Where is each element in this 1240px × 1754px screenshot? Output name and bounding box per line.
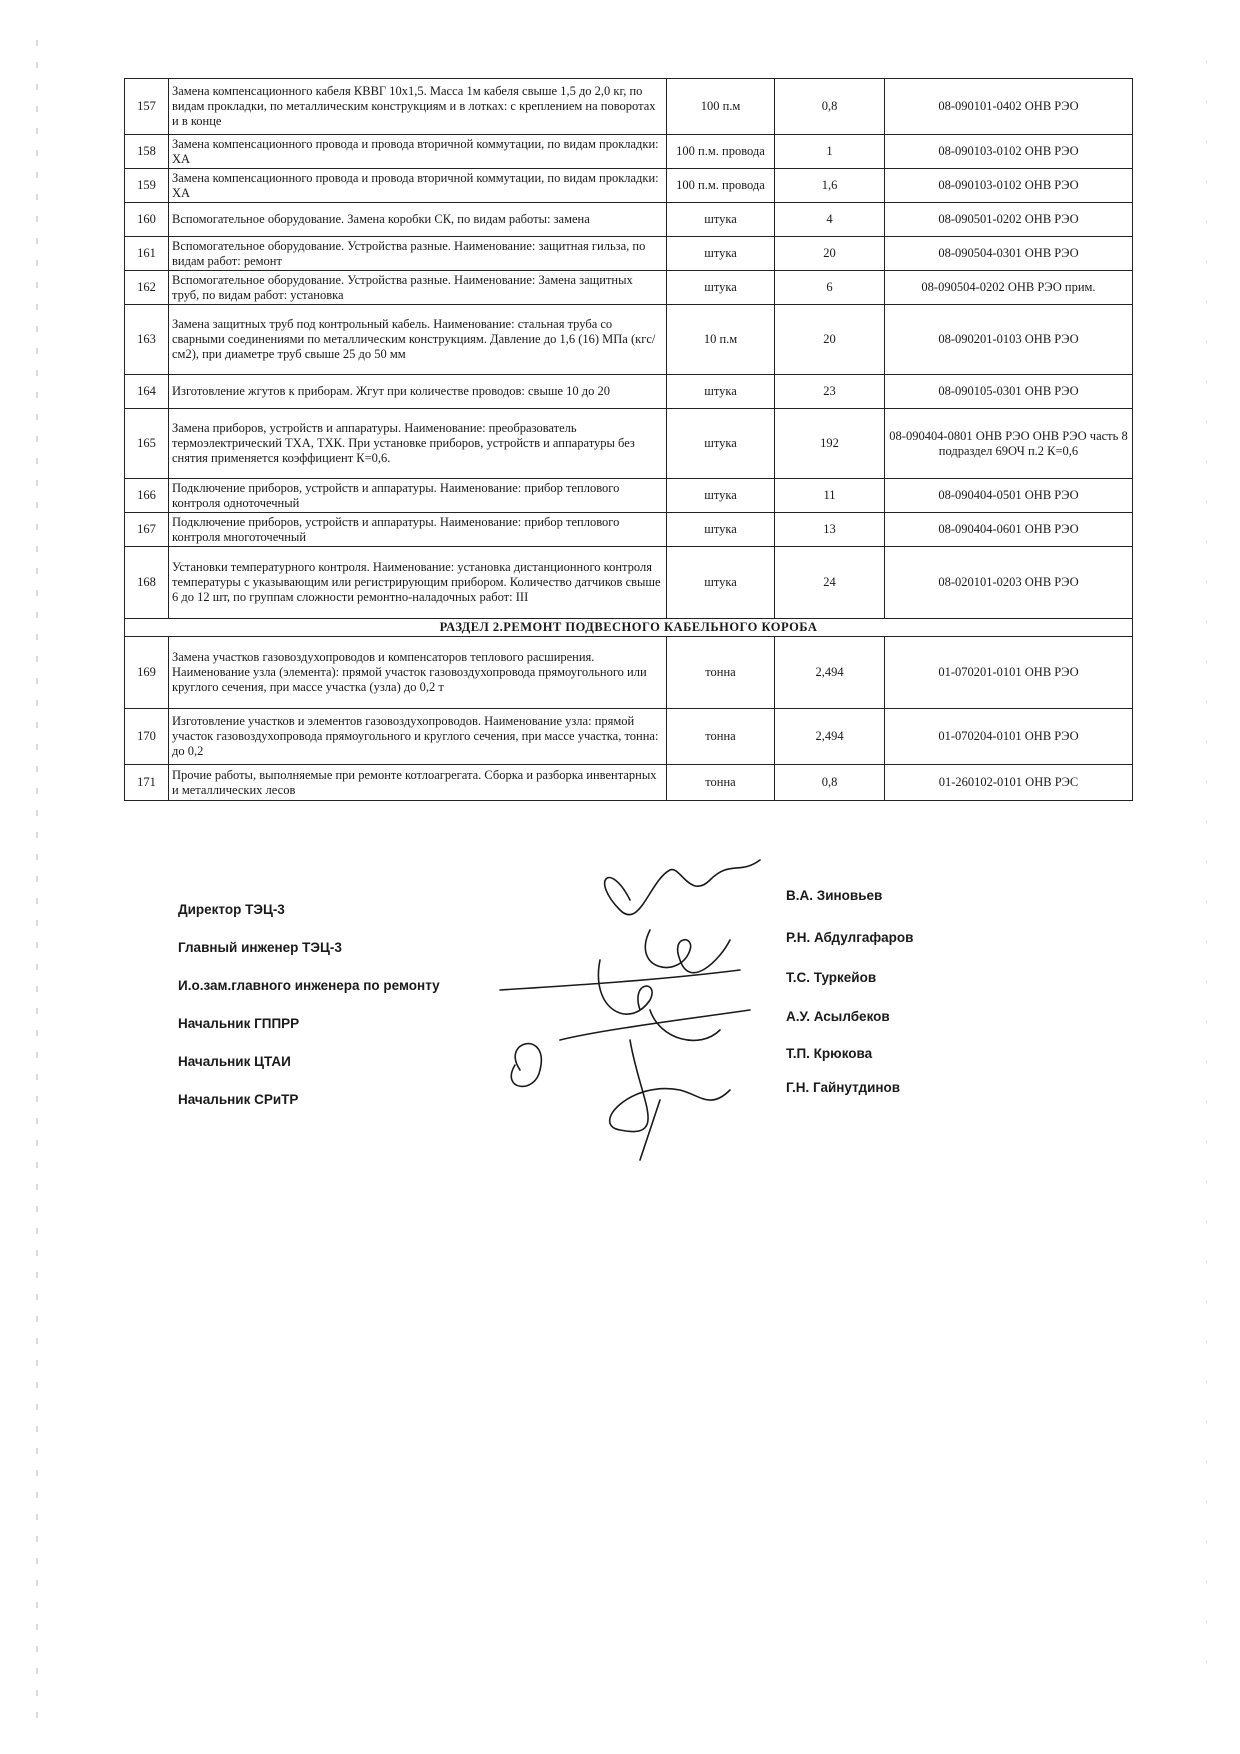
row-norm-code: 08-020101-0203 ОНВ РЭО — [885, 547, 1133, 619]
row-number: 166 — [125, 479, 169, 513]
row-unit: штука — [667, 203, 775, 237]
signature-row — [178, 1080, 978, 1112]
row-unit: штука — [667, 479, 775, 513]
row-quantity: 20 — [775, 237, 885, 271]
row-description: Замена компенсационного провода и провода вторичной коммутации, по видам прокладки: ХА — [169, 169, 667, 203]
row-unit: штука — [667, 375, 775, 409]
row-unit: 100 п.м. провода — [667, 135, 775, 169]
row-unit: 10 п.м — [667, 305, 775, 375]
row-number: 157 — [125, 79, 169, 135]
scan-edge-right — [1206, 60, 1207, 1700]
signatory-title: Начальник СРиТР — [178, 1092, 299, 1107]
row-unit: тонна — [667, 637, 775, 709]
table-row — [125, 479, 1133, 513]
signature-row — [178, 930, 978, 960]
row-unit: штука — [667, 513, 775, 547]
row-description: Замена компенсационного кабеля КВВГ 10х1,5. Масса 1м кабеля свыше 1,5 до 2,0 кг, по видам прокладки, по металлическим конструкциям и в лотках: с креплением на поворотах и в конце — [169, 79, 667, 135]
signatory-title: Начальник ГППРР — [178, 1016, 300, 1031]
works-table-body — [125, 79, 1133, 801]
row-number: 163 — [125, 305, 169, 375]
row-norm-code: 08-090504-0301 ОНВ РЭО — [885, 237, 1133, 271]
row-quantity: 4 — [775, 203, 885, 237]
row-norm-code: 08-090404-0501 ОНВ РЭО — [885, 479, 1133, 513]
section-title: РАЗДЕЛ 2.РЕМОНТ ПОДВЕСНОГО КАБЕЛЬНОГО КОРОБА — [125, 619, 1133, 637]
signatory-name: Т.С. Туркейов — [786, 970, 877, 985]
row-description: Установки температурного контроля. Наименование: установка дистанционного контроля температуры с указывающим или регистрирующим прибором. Количество датчиков свыше 6 до 12 шт, по группам сложности ремонтно-наладочных работ: III — [169, 547, 667, 619]
row-quantity: 24 — [775, 547, 885, 619]
row-quantity: 1 — [775, 135, 885, 169]
row-description: Замена компенсационного провода и провода вторичной коммутации, по видам прокладки: ХА — [169, 135, 667, 169]
row-norm-code: 08-090201-0103 ОНВ РЭО — [885, 305, 1133, 375]
row-number: 170 — [125, 709, 169, 765]
row-norm-code: 08-090404-0601 ОНВ РЭО — [885, 513, 1133, 547]
table-row — [125, 375, 1133, 409]
row-number: 162 — [125, 271, 169, 305]
row-unit: штука — [667, 409, 775, 479]
row-number: 158 — [125, 135, 169, 169]
row-quantity: 11 — [775, 479, 885, 513]
row-norm-code: 08-090103-0102 ОНВ РЭО — [885, 169, 1133, 203]
row-norm-code: 01-260102-0101 ОНВ РЭС — [885, 765, 1133, 801]
row-unit: 100 п.м — [667, 79, 775, 135]
row-quantity: 2,494 — [775, 709, 885, 765]
row-number: 160 — [125, 203, 169, 237]
signatory-title: Начальник ЦТАИ — [178, 1054, 291, 1069]
table-row — [125, 135, 1133, 169]
signatory-name: Г.Н. Гайнутдинов — [786, 1080, 901, 1095]
row-description: Изготовление жгутов к приборам. Жгут при количестве проводов: свыше 10 до 20 — [169, 375, 667, 409]
row-number: 167 — [125, 513, 169, 547]
row-unit: штука — [667, 271, 775, 305]
row-quantity: 1,6 — [775, 169, 885, 203]
signatory-title: Директор ТЭЦ-3 — [178, 902, 285, 917]
table-row — [125, 203, 1133, 237]
table-row — [125, 709, 1133, 765]
table-row — [125, 409, 1133, 479]
row-description: Подключение приборов, устройств и аппаратуры. Наименование: прибор теплового контроля одноточечный — [169, 479, 667, 513]
row-unit: 100 п.м. провода — [667, 169, 775, 203]
row-norm-code: 08-090501-0202 ОНВ РЭО — [885, 203, 1133, 237]
row-quantity: 23 — [775, 375, 885, 409]
row-norm-code: 01-070204-0101 ОНВ РЭО — [885, 709, 1133, 765]
row-quantity: 192 — [775, 409, 885, 479]
table-row — [125, 169, 1133, 203]
row-quantity: 0,8 — [775, 765, 885, 801]
signature-row — [178, 888, 978, 922]
row-description: Прочие работы, выполняемые при ремонте котлоагрегата. Сборка и разборка инвентарных и металлических лесов — [169, 765, 667, 801]
row-number: 169 — [125, 637, 169, 709]
row-unit: тонна — [667, 709, 775, 765]
row-quantity: 13 — [775, 513, 885, 547]
signature-row — [178, 970, 978, 998]
table-row — [125, 513, 1133, 547]
row-quantity: 6 — [775, 271, 885, 305]
row-description: Изготовление участков и элементов газовоздухопроводов. Наименование узла: прямой участок газовоздухопровода прямоугольного и круглого сечения, при массе участка, тонна: до 0,2 — [169, 709, 667, 765]
signature-row — [178, 1009, 978, 1036]
signatory-name: Р.Н. Абдулгафаров — [786, 930, 914, 945]
row-norm-code: 08-090504-0202 ОНВ РЭО прим. — [885, 271, 1133, 305]
signatory-name: А.У. Асылбеков — [786, 1009, 890, 1024]
row-unit: тонна — [667, 765, 775, 801]
row-description: Замена приборов, устройств и аппаратуры. Наименование: преобразователь термоэлектрический ТХА, ТХК. При установке приборов, устройств и аппаратуры без снятия применяется коэффициент К=0,6. — [169, 409, 667, 479]
scan-edge-left — [36, 40, 38, 1720]
table-row — [125, 305, 1133, 375]
signatures-block — [178, 888, 978, 1142]
row-description: Подключение приборов, устройств и аппаратуры. Наименование: прибор теплового контроля многоточечный — [169, 513, 667, 547]
table-row — [125, 637, 1133, 709]
row-number: 161 — [125, 237, 169, 271]
row-number: 164 — [125, 375, 169, 409]
row-description: Вспомогательное оборудование. Замена коробки СК, по видам работы: замена — [169, 203, 667, 237]
row-norm-code: 08-090404-0801 ОНВ РЭО ОНВ РЭО часть 8 подраздел 69ОЧ п.2 К=0,6 — [885, 409, 1133, 479]
row-number: 159 — [125, 169, 169, 203]
row-number: 171 — [125, 765, 169, 801]
row-norm-code: 08-090101-0402 ОНВ РЭО — [885, 79, 1133, 135]
table-row — [125, 271, 1133, 305]
signatory-name: Т.П. Крюкова — [786, 1046, 873, 1061]
table-row — [125, 547, 1133, 619]
signatory-title: И.о.зам.главного инженера по ремонту — [178, 978, 440, 993]
row-quantity: 0,8 — [775, 79, 885, 135]
signatory-name: В.А. Зиновьев — [786, 888, 883, 903]
row-norm-code: 08-090103-0102 ОНВ РЭО — [885, 135, 1133, 169]
row-description: Вспомогательное оборудование. Устройства разные. Наименование: Замена защитных труб, по видам работ: установка — [169, 271, 667, 305]
row-unit: штука — [667, 547, 775, 619]
table-row — [125, 237, 1133, 271]
signature-row — [178, 1046, 978, 1074]
signatory-title: Главный инженер ТЭЦ-3 — [178, 940, 342, 955]
row-description: Замена участков газовоздухопроводов и компенсаторов теплового расширения. Наименование узла (элемента): прямой участок газовоздухопровода прямоугольного или круглого сечения, при массе участка (узла) до 0,2 т — [169, 637, 667, 709]
row-quantity: 2,494 — [775, 637, 885, 709]
works-table — [124, 78, 1133, 801]
row-number: 168 — [125, 547, 169, 619]
table-row — [125, 79, 1133, 135]
row-quantity: 20 — [775, 305, 885, 375]
row-description: Замена защитных труб под контрольный кабель. Наименование: стальная труба со сварными соединениями по металлическим конструкциям. Давление до 1,6 (16) МПа (кгс/см2), при диаметре труб свыше 25 до 50 мм — [169, 305, 667, 375]
row-norm-code: 01-070201-0101 ОНВ РЭО — [885, 637, 1133, 709]
row-number: 165 — [125, 409, 169, 479]
table-row — [125, 765, 1133, 801]
row-norm-code: 08-090105-0301 ОНВ РЭО — [885, 375, 1133, 409]
row-description: Вспомогательное оборудование. Устройства разные. Наименование: защитная гильза, по видам работ: ремонт — [169, 237, 667, 271]
row-unit: штука — [667, 237, 775, 271]
section-header-row — [125, 619, 1133, 637]
